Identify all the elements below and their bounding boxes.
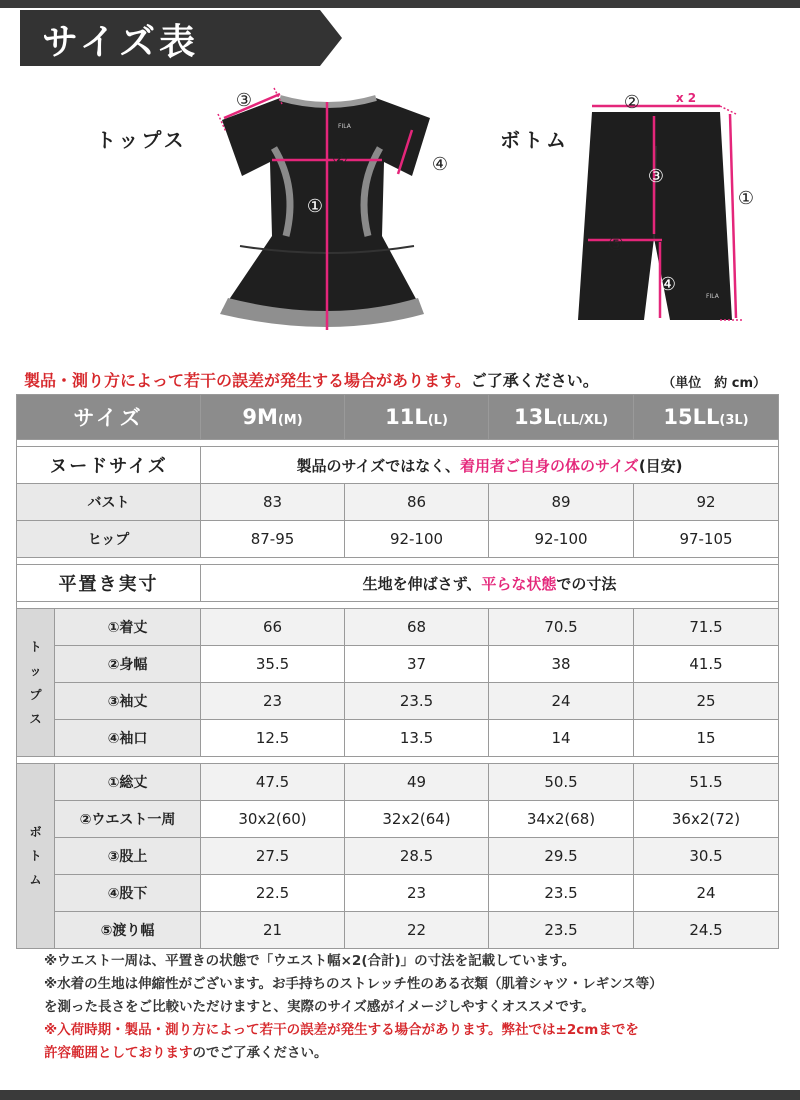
table-row: ④股下 22.5 23 23.5 24	[17, 875, 779, 912]
size-table	[16, 394, 779, 949]
table-row: ト ッ プ ス ①着丈 66 68 70.5 71.5	[17, 609, 779, 646]
table-row: ⑤渡り幅 21 22 23.5 24.5	[17, 912, 779, 949]
note-line: ※水着の生地は伸縮性がございます。お手持ちのストレッチ性のある衣類（肌着シャツ・レギンス等）	[44, 976, 663, 992]
table-row: ②身幅 35.5 37 38 41.5	[17, 646, 779, 683]
size-col-9m: 9M(M)	[201, 395, 345, 440]
tops-label: トップス	[96, 128, 187, 152]
note-line: 許容範囲としておりますのでご了承ください。	[44, 1045, 328, 1061]
bottoms-illustration	[570, 86, 760, 336]
tops-mark-3: ③	[235, 90, 253, 111]
nude-size-desc: 製品のサイズではなく、着用者ご自身の体のサイズ(目安)	[201, 447, 779, 484]
bottoms-mark-2: ②	[623, 92, 641, 113]
tops-mark-1: ①	[306, 196, 324, 217]
notice	[24, 368, 599, 391]
table-row: ④袖口 12.5 13.5 14 15	[17, 720, 779, 757]
size-header-label: サイズ	[17, 395, 201, 440]
note-line: を測った長さをご比較いただけますと、実際のサイズ感がイメージしやすくオススメです。	[44, 999, 595, 1015]
table-row: ボ ト ム ①総丈 47.5 49 50.5 51.5	[17, 764, 779, 801]
bottoms-label: ボトム	[500, 128, 569, 152]
flat-size-label: 平置き実寸	[17, 565, 201, 602]
nude-size-label: ヌードサイズ	[17, 447, 201, 484]
tops-illustration	[200, 78, 460, 338]
table-row: ヒップ 87-95 92-100 92-100 97-105	[17, 521, 779, 558]
notice-black: ご了承ください。	[470, 371, 599, 390]
note-line-red: ※入荷時期・製品・測り方によって若干の誤差が発生する場合があります。弊社では±2cmまでを	[44, 1022, 639, 1038]
tops-mark-2: ②	[331, 148, 349, 169]
top-bar	[0, 0, 800, 8]
bottoms-group-label: ボ ト ム	[17, 764, 55, 949]
bottoms-mark-3: ③	[647, 166, 665, 187]
bottoms-mark-5: ⑤	[607, 234, 625, 255]
table-row: ②ウエスト一周 30x2(60) 32x2(64) 34x2(68) 36x2(72)	[17, 801, 779, 838]
bottoms-mark-4: ④	[659, 274, 677, 295]
table-row: バスト 83 86 89 92	[17, 484, 779, 521]
size-col-13l: 13L(LL/XL)	[489, 395, 634, 440]
tops-mark-4: ④	[431, 154, 449, 175]
notice-red: 製品・測り方によって若干の誤差が発生する場合があります。	[24, 371, 471, 390]
flat-size-section	[17, 565, 779, 602]
footnotes	[44, 950, 663, 1065]
size-col-15ll: 15LL(3L)	[634, 395, 779, 440]
flat-size-desc: 生地を伸ばさず、平らな状態での寸法	[201, 565, 779, 602]
table-row: ③袖丈 23 23.5 24 25	[17, 683, 779, 720]
page-title: サイズ表	[42, 22, 200, 63]
tops-group-label: ト ッ プ ス	[17, 609, 55, 757]
note-line: ※ウエスト一周は、平置きの状態で「ウエスト幅×2(合計)」の寸法を記載しています。	[44, 953, 576, 969]
size-col-11l: 11L(L)	[345, 395, 489, 440]
bottoms-logo: FILA	[706, 293, 719, 300]
unit-note: （単位 約 cm）	[662, 376, 766, 391]
bottom-bar	[0, 1090, 800, 1100]
bottoms-x2: x 2	[675, 91, 697, 105]
bottoms-mark-1: ①	[737, 188, 755, 209]
table-header-row	[17, 395, 779, 440]
nude-size-section	[17, 447, 779, 484]
table-row: ③股上 27.5 28.5 29.5 30.5	[17, 838, 779, 875]
tops-logo: FILA	[338, 123, 351, 130]
